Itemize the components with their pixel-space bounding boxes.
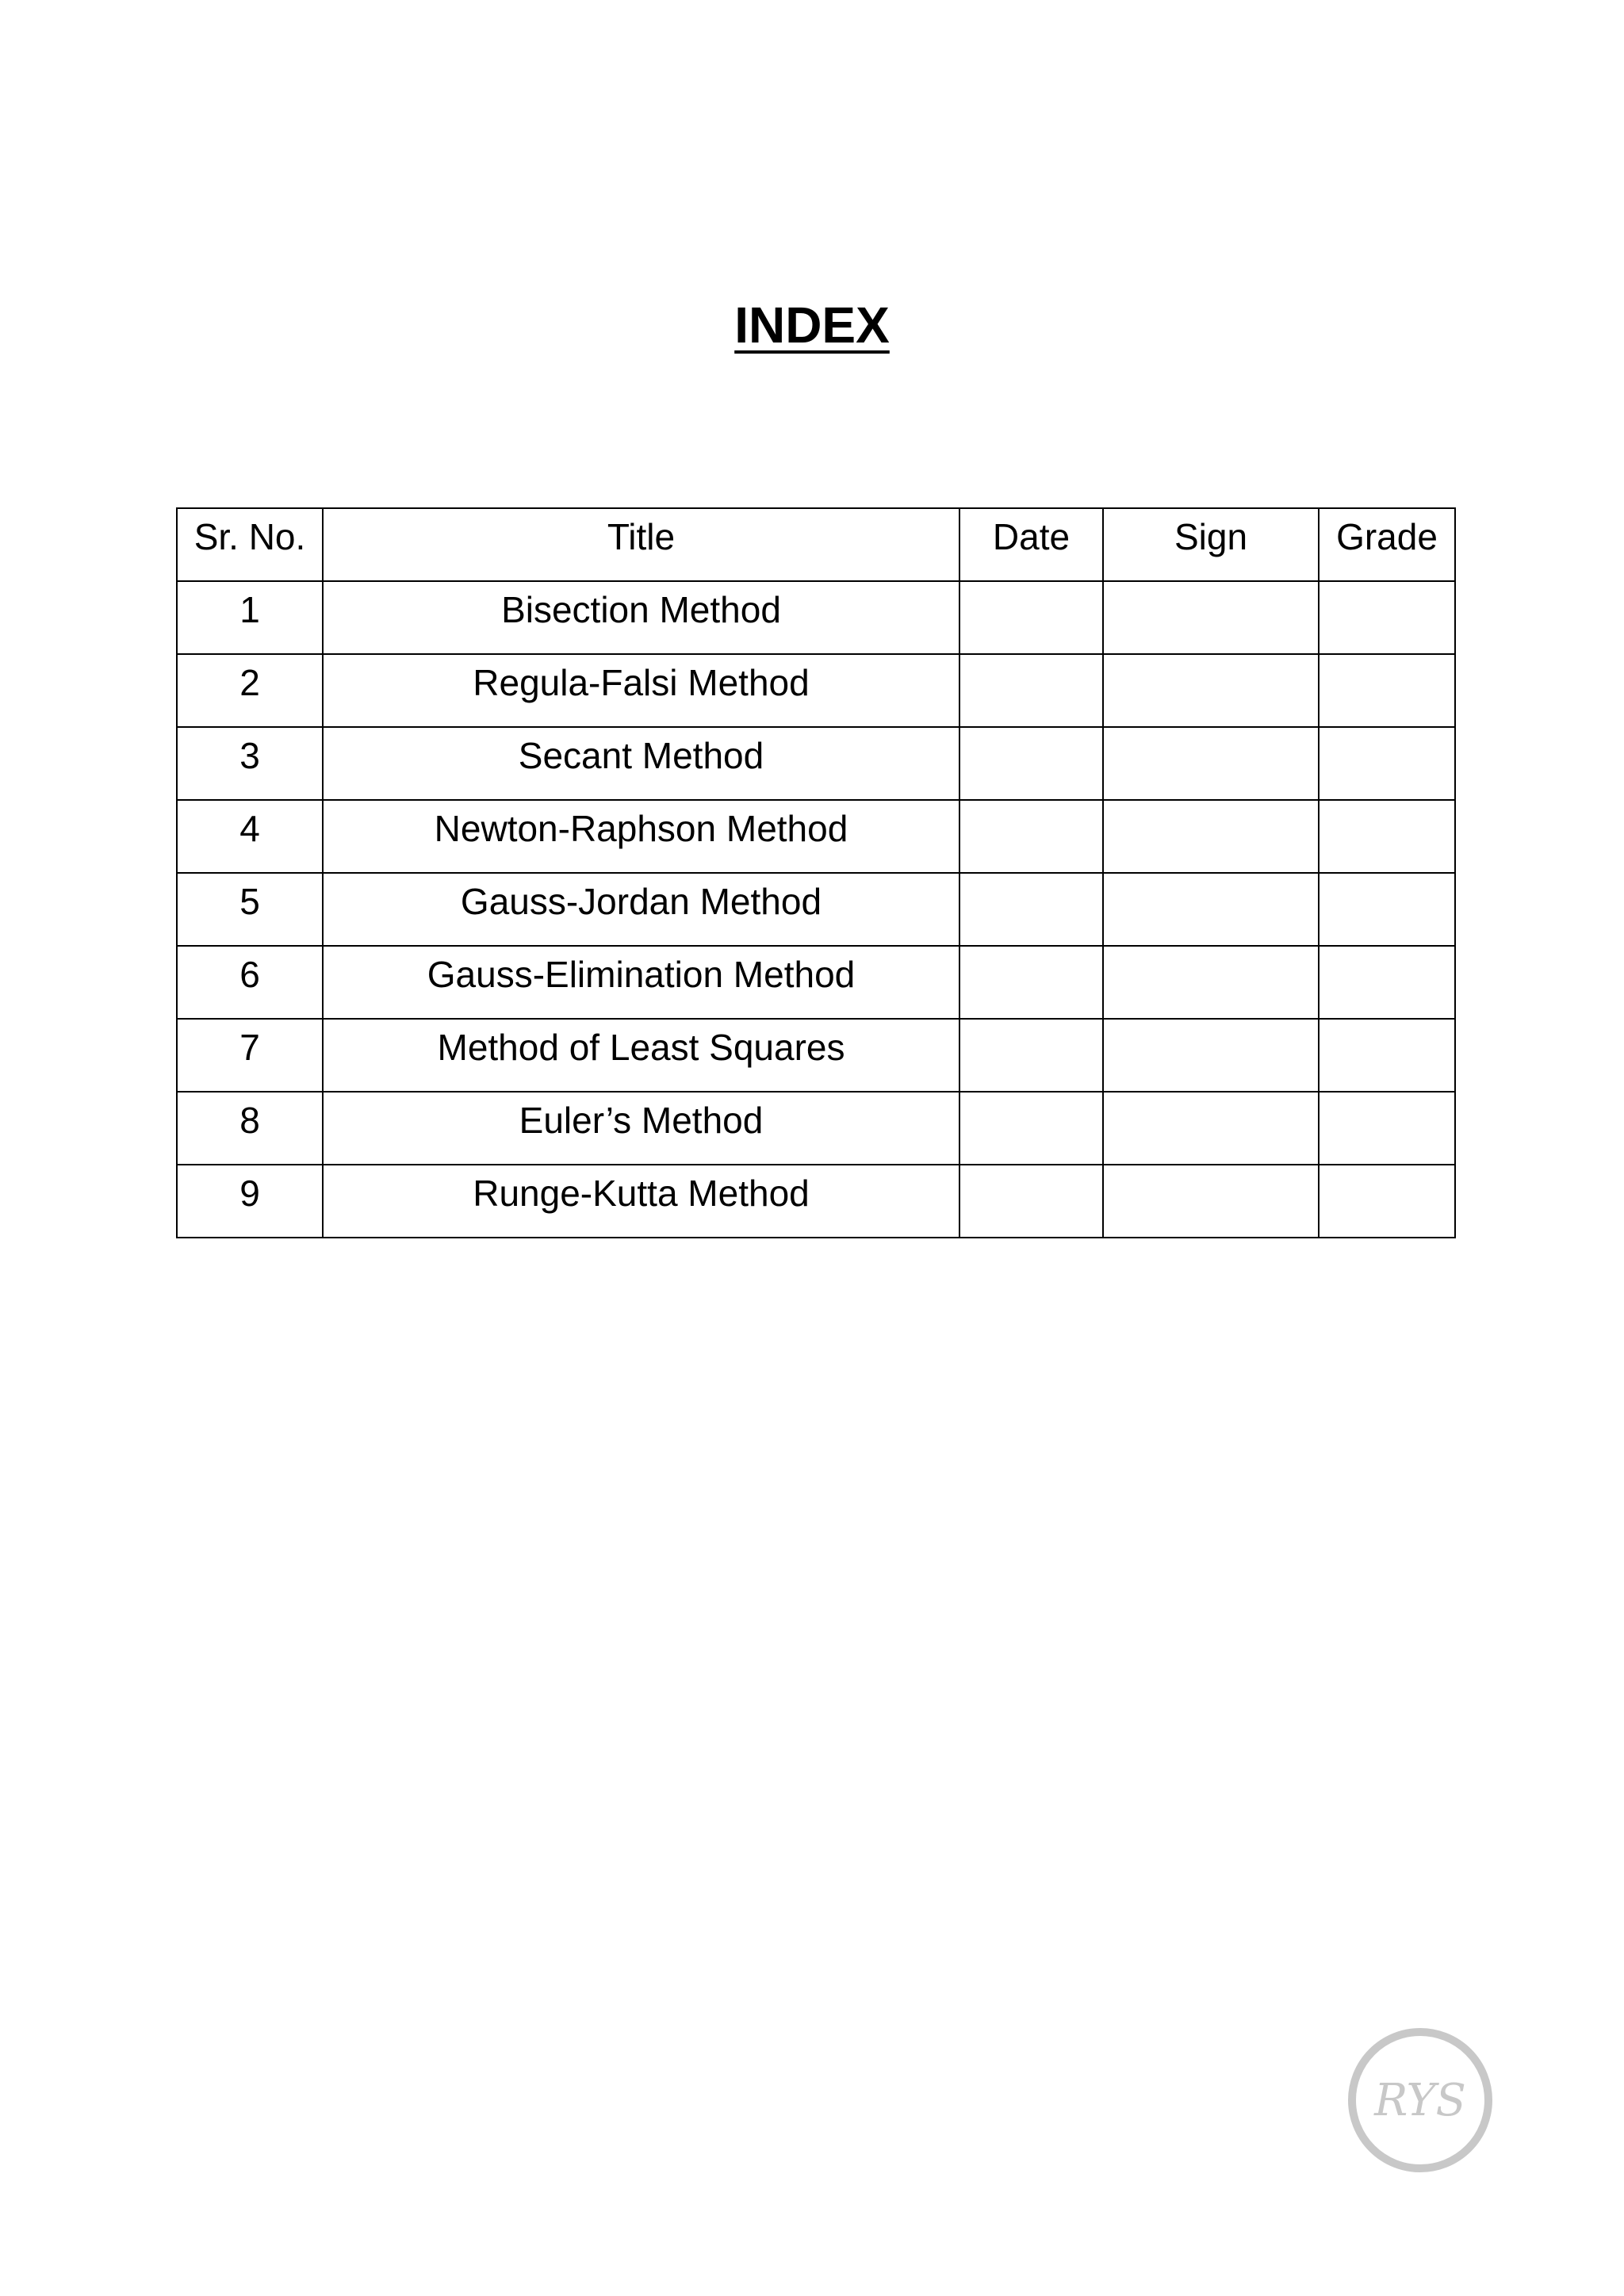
table-row: [177, 1019, 1455, 1092]
cell-sign: [1103, 727, 1319, 800]
cell-title: Gauss-Elimination Method: [323, 946, 959, 1019]
cell-grade: [1319, 800, 1455, 873]
cell-date: [959, 654, 1103, 727]
cell-grade: [1319, 581, 1455, 654]
cell-date: [959, 946, 1103, 1019]
table-row: [177, 800, 1455, 873]
cell-sign: [1103, 800, 1319, 873]
table-body: [177, 581, 1455, 1238]
page-title-text: INDEX: [734, 297, 890, 354]
header-sign: Sign: [1103, 508, 1319, 581]
cell-date: [959, 1165, 1103, 1238]
cell-date: [959, 1019, 1103, 1092]
table-row: [177, 727, 1455, 800]
header-grade: Grade: [1319, 508, 1455, 581]
cell-title: Newton-Raphson Method: [323, 800, 959, 873]
cell-grade: [1319, 727, 1455, 800]
table-row: [177, 1165, 1455, 1238]
header-title: Title: [323, 508, 959, 581]
rys-seal-watermark: [1346, 2026, 1494, 2174]
cell-sr-no: 7: [177, 1019, 323, 1092]
index-table: [176, 507, 1456, 1238]
seal-text: RYS: [1374, 2075, 1466, 2126]
cell-date: [959, 727, 1103, 800]
header-sr-no: Sr. No.: [177, 508, 323, 581]
cell-date: [959, 873, 1103, 946]
cell-grade: [1319, 873, 1455, 946]
cell-title: Secant Method: [323, 727, 959, 800]
cell-sign: [1103, 946, 1319, 1019]
cell-grade: [1319, 1092, 1455, 1165]
cell-date: [959, 800, 1103, 873]
table-row: [177, 873, 1455, 946]
cell-sr-no: 9: [177, 1165, 323, 1238]
cell-sr-no: 8: [177, 1092, 323, 1165]
cell-sr-no: 2: [177, 654, 323, 727]
cell-sign: [1103, 1019, 1319, 1092]
cell-title: Bisection Method: [323, 581, 959, 654]
cell-sr-no: 6: [177, 946, 323, 1019]
table-row: [177, 654, 1455, 727]
cell-grade: [1319, 946, 1455, 1019]
cell-sign: [1103, 581, 1319, 654]
header-date: Date: [959, 508, 1103, 581]
cell-sr-no: 4: [177, 800, 323, 873]
cell-sign: [1103, 1092, 1319, 1165]
cell-sr-no: 3: [177, 727, 323, 800]
cell-title: Euler’s Method: [323, 1092, 959, 1165]
table-row: [177, 1092, 1455, 1165]
table-row: [177, 946, 1455, 1019]
cell-grade: [1319, 1165, 1455, 1238]
cell-sign: [1103, 1165, 1319, 1238]
cell-grade: [1319, 1019, 1455, 1092]
page-title: [0, 293, 1624, 357]
table-row: [177, 581, 1455, 654]
cell-sr-no: 5: [177, 873, 323, 946]
cell-sr-no: 1: [177, 581, 323, 654]
table-header-row: [177, 508, 1455, 581]
cell-sign: [1103, 873, 1319, 946]
cell-grade: [1319, 654, 1455, 727]
cell-date: [959, 1092, 1103, 1165]
cell-sign: [1103, 654, 1319, 727]
cell-title: Runge-Kutta Method: [323, 1165, 959, 1238]
cell-title: Gauss-Jordan Method: [323, 873, 959, 946]
cell-date: [959, 581, 1103, 654]
cell-title: Method of Least Squares: [323, 1019, 959, 1092]
cell-title: Regula-Falsi Method: [323, 654, 959, 727]
